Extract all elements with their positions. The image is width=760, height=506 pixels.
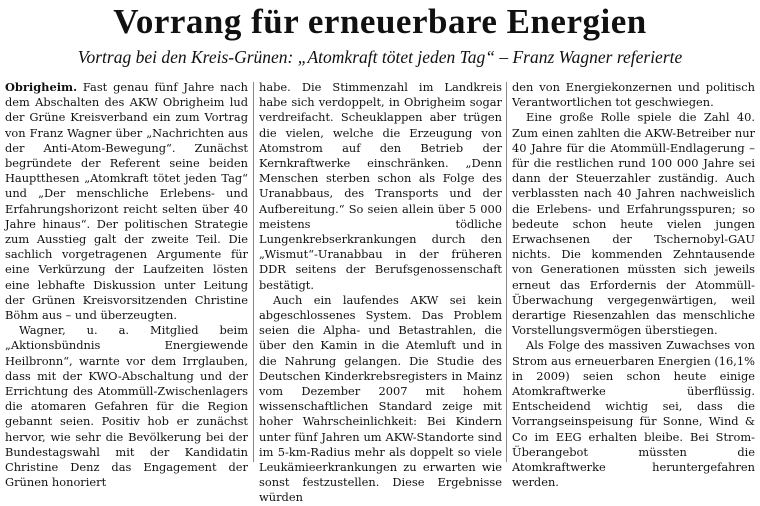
paragraph: den von Energiekonzernen und politisch Verantwortlichen tot geschwiegen. xyxy=(512,80,755,110)
article-column-2 xyxy=(259,80,502,506)
paragraph: Wagner, u. a. Mitglied beim „Aktionsbündnis Energiewende Heilbronn“, warnte vor dem Irrglauben, dass mit der KWO-Abschaltung und der Errichtung des Atommüll-Zwischenlagers die atomaren Gefahren für die Region gebannt seien. Positiv hob er zunächst hervor, wie sehr die Bevölkerung bei der Bundestagswahl mit der Kandidatin Christine Denz das Engagement der Grünen honoriert xyxy=(5,323,248,490)
paragraph: Eine große Rolle spiele die Zahl 40. Zum einen zahlten die AKW-Betreiber nur 40 Jahre für die Atommüll-Endlagerung – für die restlichen rund 100 000 Jahre sei dann der Steuerzahler zuständig. Auch verblassten nach 40 Jahren nachweislich die Erlebens- und Erfahrungsspuren; so bedeute schon heute vielen jungen Erwachsenen der Tschernobyl-GAU nichts. Die kommenden Zehntausende von Generationen müssten sich jeweils erneut das Erfordernis der Atommüll-Überwachung vergegenwärtigen, weil derartige Riesenzahlen das menschliche Vorstellungsvermögen überstiegen. xyxy=(512,110,755,338)
paragraph: habe. Die Stimmenzahl im Landkreis habe sich verdoppelt, in Obrigheim sogar verdreifacht. Scheuklappen aber trügen die vielen, welche die Erzeugung von Atomstrom auf den Betrieb der Kernkraftwerke einschränken. „Denn Menschen sterben schon als Folge des Uranabbaus, des Transports und der Aufbereitung.“ So seien allein über 5 000 meistens tödliche Lungenkrebserkrankungen durch den „Wismut“-Uranabbau in der früheren DDR seitens der Berufsgenossenschaft bestätigt. xyxy=(259,80,502,292)
article-headline: Vorrang für erneuerbare Energien xyxy=(113,2,647,41)
article-subheadline: Vortrag bei den Kreis-Grünen: „Atomkraft tötet jeden Tag“ – Franz Wagner referierte xyxy=(77,47,683,67)
dateline: Obrigheim. xyxy=(5,80,78,94)
column-divider xyxy=(506,82,507,462)
paragraph: Auch ein laufendes AKW sei kein abgeschlossenes System. Das Problem seien die Alpha- und Betastrahlen, die über den Kamin in die Atemluft und in die Nahrung gelangen. Die Studie des Deutschen Kinderkrebsregisters in Mainz vom Dezember 2007 mit hohem wissenschaftlichen Standard zeige mit hoher Wahrscheinlichkeit: Bei Kindern unter fünf Jahren um AKW-Standorte sind im 5-km-Radius mehr als doppelt so viele Leukämieerkrankungen zu erwarten wie sonst festzustellen. Diese Ergebnisse würden xyxy=(259,292,502,505)
article-column-1 xyxy=(5,80,248,490)
article-column-3 xyxy=(512,80,755,490)
paragraph xyxy=(5,80,248,323)
paragraph-text: Fast genau fünf Jahre nach dem Abschalten des AKW Obrigheim lud der Grüne Kreisverband ein zum Vortrag von Franz Wagner über „Nachrichten aus der Anti-Atom-Bewegung“. Zunächst begründete der Referent seine beiden Hauptthesen „Atomkraft tötet jeden Tag“ und „Der menschliche Erlebens- und Erfahrungshorizont reicht selten über 40 Jahre hinaus“. Der politischen Strategie zum Ausstieg galt der zweite Teil. Die sachlich vorgetragenen Argumente für eine Verkürzung der Laufzeiten lösten eine lebhafte Diskussion unter Leitung der Grünen Kreisvorsitzenden Christine Böhm aus – und überzeugten. xyxy=(5,80,248,323)
column-divider xyxy=(253,82,254,462)
paragraph: Als Folge des massiven Zuwachses von Strom aus erneuerbaren Energien (16,1% in 2009) seien schon heute einige Atomkraftwerke überflüssig. Entscheidend wichtig sei, dass die Vorrangseinspeisung für Sonne, Wind & Co im EEG erhalten bleibe. Bei Strom-Überangebot müssten die Atomkraftwerke heruntergefahren werden. xyxy=(512,338,755,490)
